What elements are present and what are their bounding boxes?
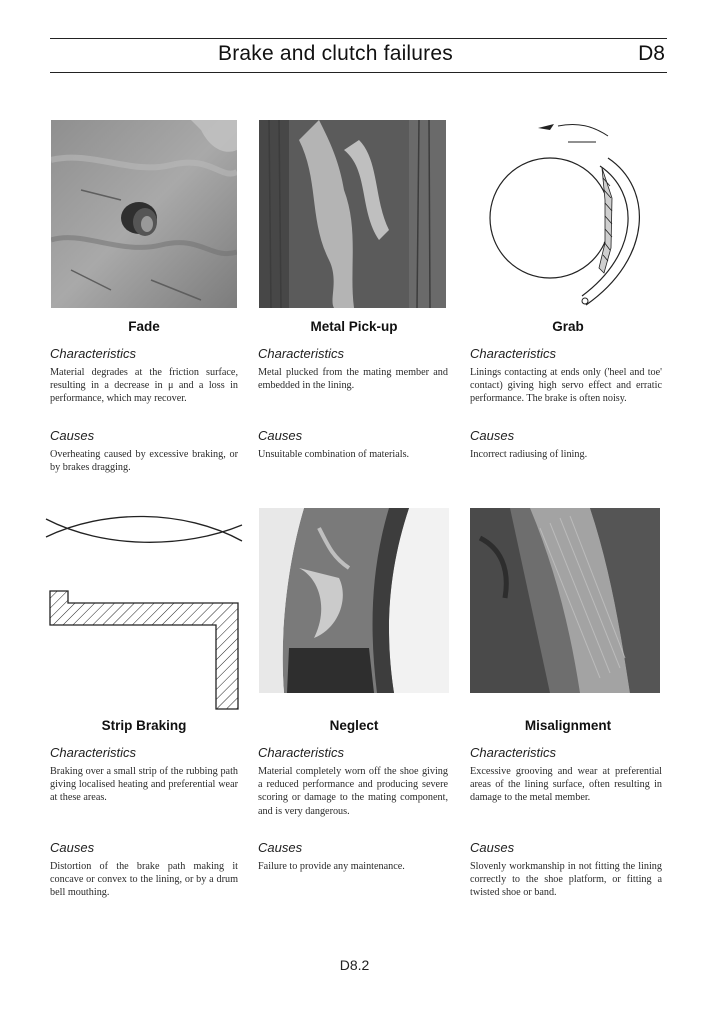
characteristics-heading-grab: Characteristics xyxy=(470,346,556,361)
panel-title-misalignment: Misalignment xyxy=(524,718,612,733)
characteristics-heading-strip-braking: Characteristics xyxy=(50,745,136,760)
causes-heading-metal-pickup: Causes xyxy=(258,428,303,443)
characteristics-heading-metal-pickup: Characteristics xyxy=(258,346,344,361)
causes-heading-neglect: Causes xyxy=(258,840,303,855)
causes-heading-strip-braking: Causes xyxy=(50,840,95,855)
characteristics-text-grab: Linings contacting at ends only ('heel and toe' contact) giving high servo effect and erratic performance. The brake is often noisy. xyxy=(470,367,662,405)
causes-text-strip-braking: Distortion of the brake path making it concave or convex to the lining, or by a drum bell mouthing. xyxy=(50,861,238,899)
section-code: D8 xyxy=(638,42,665,65)
header-bottom-rule xyxy=(50,72,667,73)
causes-text-neglect: Failure to provide any maintenance. xyxy=(258,861,405,872)
header-top-rule xyxy=(50,38,667,39)
fade-photo xyxy=(51,120,237,308)
causes-text-fade: Overheating caused by excessive braking, or by brakes dragging. xyxy=(50,449,238,474)
causes-heading-grab: Causes xyxy=(470,428,515,443)
causes-text-misalignment: Slovenly workmanship in not fitting the lining correctly to the shoe platform, or fitting a twisted shoe or band. xyxy=(470,861,662,899)
causes-heading-misalignment: Causes xyxy=(470,840,515,855)
page-title: Brake and clutch failures xyxy=(218,42,453,65)
characteristics-text-metal-pickup: Metal plucked from the mating member and embedded in the lining. xyxy=(258,367,448,392)
causes-text-metal-pickup: Unsuitable combination of materials. xyxy=(258,449,410,460)
strip-braking-diagram xyxy=(44,505,244,713)
page-number: D8.2 xyxy=(339,957,370,973)
grab-diagram xyxy=(478,108,658,313)
characteristics-heading-misalignment: Characteristics xyxy=(470,745,556,760)
panel-title-grab: Grab xyxy=(552,319,584,334)
characteristics-heading-fade: Characteristics xyxy=(50,346,136,361)
characteristics-text-strip-braking: Braking over a small strip of the rubbing path giving localised heating and preferential wear at these areas. xyxy=(50,766,238,804)
panel-title-metal-pickup: Metal Pick-up xyxy=(310,319,398,334)
misalignment-photo xyxy=(470,508,660,693)
panel-title-neglect: Neglect xyxy=(329,718,379,733)
characteristics-text-neglect: Material completely worn off the shoe giving a reduced performance and producing severe scoring or damage to the mating component, and is very dangerous. xyxy=(258,766,448,817)
causes-text-grab: Incorrect radiusing of lining. xyxy=(470,449,588,460)
characteristics-heading-neglect: Characteristics xyxy=(258,745,344,760)
causes-heading-fade: Causes xyxy=(50,428,95,443)
panel-title-fade: Fade xyxy=(128,319,160,334)
characteristics-text-fade: Material degrades at the friction surface, resulting in a decrease in μ and a loss in performance, which may recover. xyxy=(50,367,238,405)
neglect-photo xyxy=(259,508,449,693)
panel-title-strip-braking: Strip Braking xyxy=(101,718,187,733)
metal-pickup-photo xyxy=(259,120,446,308)
characteristics-text-misalignment: Excessive grooving and wear at preferential areas of the lining surface, often resulting in damage to the metal member. xyxy=(470,766,662,804)
